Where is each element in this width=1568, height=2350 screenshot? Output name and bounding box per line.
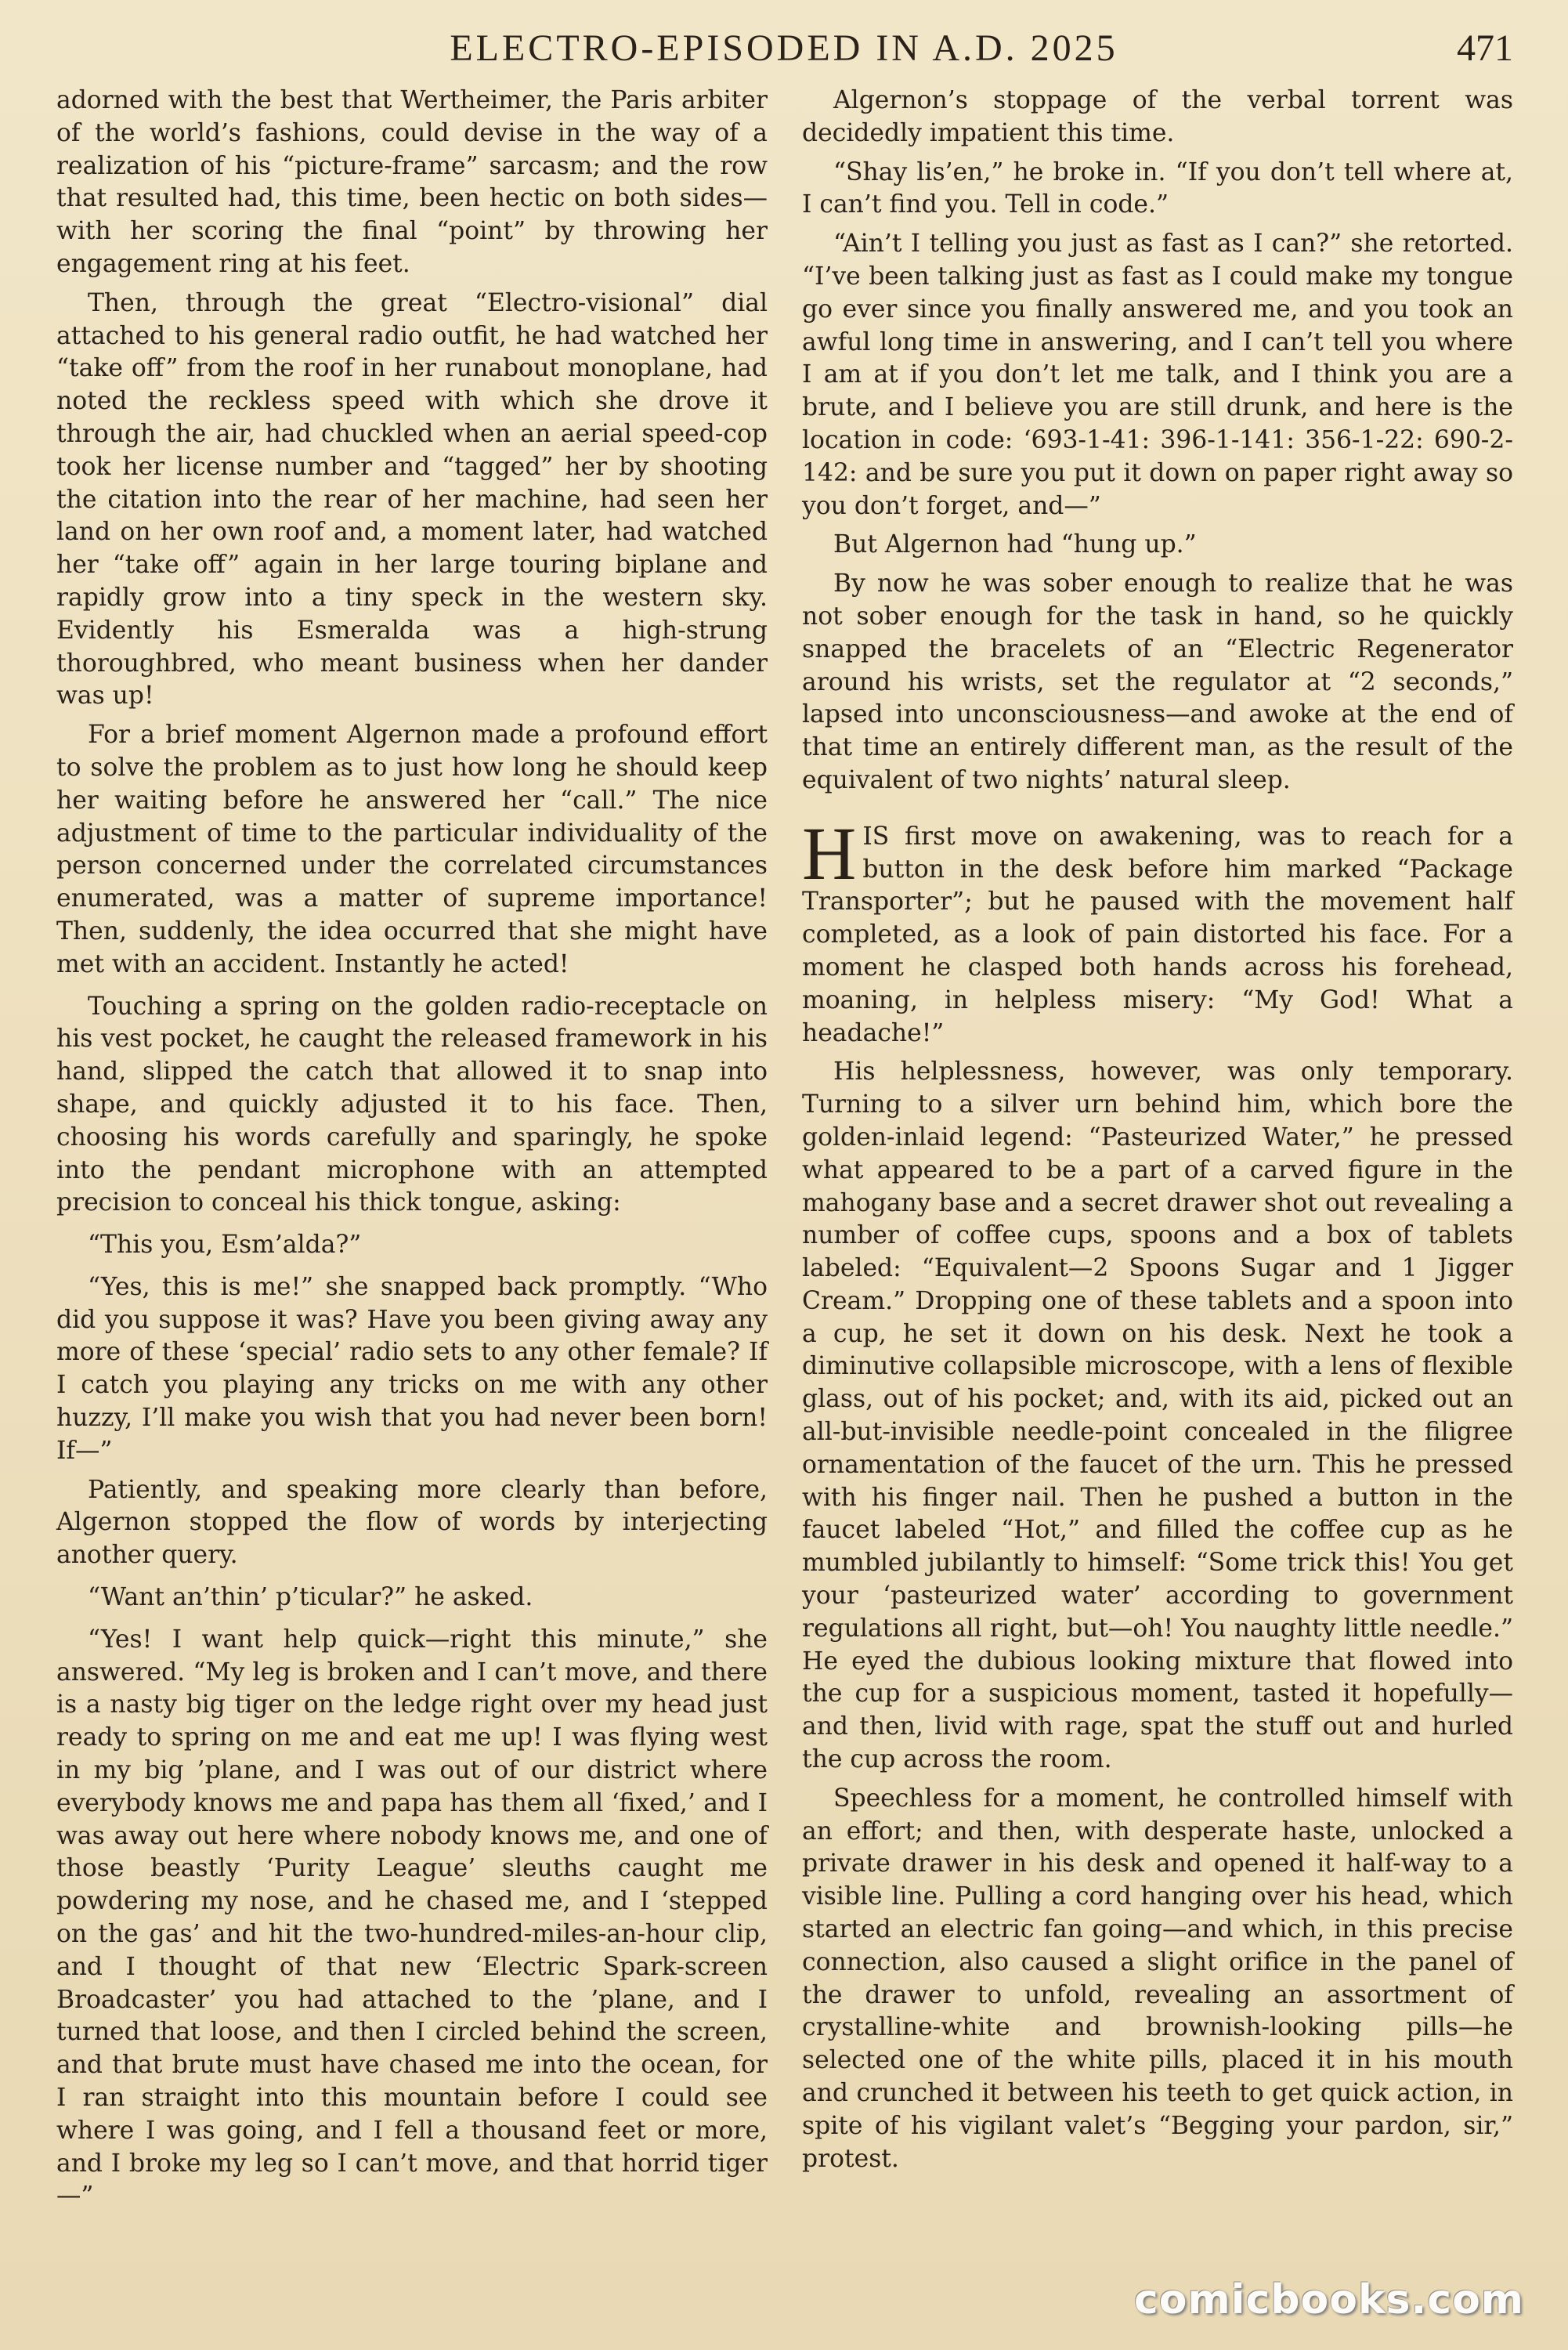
page-number: 471 bbox=[1457, 27, 1513, 69]
paragraph: Patiently, and speaking more clearly than before, Algernon stopped the flow of words by interjecting another query. bbox=[56, 1475, 768, 1570]
paragraph: By now he was sober enough to realize that he was not sober enough for the task in hand, so he quickly snapped the bracelets of an “Electric Regenerator around his wrists, set the regulator at “2 seconds,” lapsed into unconsciousness—and awoke at the end of that time an entirely different man, as the result of the equivalent of two nights’ natural sleep. bbox=[802, 569, 1513, 794]
paragraph: “Want an’thin’ p’ticular?” he asked. bbox=[88, 1583, 533, 1612]
running-header bbox=[55, 27, 1513, 81]
watermark-logo: comicbooks.com bbox=[1133, 2276, 1524, 2323]
drop-cap: H bbox=[802, 811, 857, 895]
right-column bbox=[802, 85, 1513, 2182]
paragraph: “This you, Esm’alda?” bbox=[88, 1231, 362, 1260]
paragraph: adorned with the best that Wertheimer, the Paris arbiter of the world’s fashions, could devise in the way of a realization of his “picture-frame” sarcasm; and the row that resulted had, this time, been hectic on both sides—with her scoring the final “point” by throwing her engagement ring at his feet. bbox=[56, 86, 768, 278]
paragraph: “Yes, this is me!” she snapped back promptly. “Who did you suppose it was? Have you been giving away any more of these ‘special’ radio sets to any other female? If I catch you playing any tricks on me with any other huzzy, I’ll make you wish that you had never been born! If—” bbox=[56, 1272, 768, 1465]
paragraph: Algernon’s stoppage of the verbal torrent was decidedly impatient this time. bbox=[802, 86, 1513, 147]
left-column bbox=[56, 85, 768, 2219]
paragraph: Touching a spring on the golden radio-receptacle on his vest pocket, he caught the released framework in his hand, slipped the catch that allowed it to snap into shape, and quickly adjusted it to his face. Then, choosing his words carefully and sparingly, he spoke into the pendant microphone with an attempted precision to conceal his thick tongue, asking: bbox=[56, 992, 768, 1217]
paragraph: Speechless for a moment, he controlled himself with an effort; and then, with desperate haste, unlocked a private drawer in his desk and opened it half-way to a visible line. Pulling a cord hanging over his head, which started an electric fan going—and which, in this precise connection, also caused a slight orifice in the panel of the drawer to unfold, revealing an assortment of crystalline-white and brownish-looking pills—he selected one of the white pills, placed it in his mouth and crunched it between his teeth to get quick action, in spite of his vigilant valet’s “Begging your pardon, sir,” protest. bbox=[802, 1784, 1513, 2173]
paragraph: “Yes! I want help quick—right this minute,” she answered. “My leg is broken and I can’t move, and there is a nasty big tiger on the ledge right over my head just ready to spring on me and eat me up! I was flying west in my big ’plane, and I was out of our district where everybody knows me and papa has them all ‘fixed,’ and I was away out here where nobody knows me, and one of those beastly ‘Purity League’ sleuths caught me powdering my nose, and he chased me, and I ‘stepped on the gas’ and hit the two-hundred-miles-an-hour clip, and I thought of that new ‘Electric Spark-screen Broadcaster’ you had attached to the ’plane, and I turned that loose, and then I circled behind the screen, and that brute must have chased me into the ocean, for I ran straight into this mountain before I could see where I was going, and I fell a thousand feet or more, and I broke my leg so I can’t move, and that horrid tiger—” bbox=[56, 1625, 768, 2211]
paragraph: His helplessness, however, was only temporary. Turning to a silver urn behind him, which bore the golden-inlaid legend: “Pasteurized Water,” he pressed what appeared to be a part of a carved figure in the mahogany base and a secret drawer shot out revealing a number of coffee cups, spoons and a box of tablets labeled: “Equivalent—2 Spoons Sugar and 1 Jigger Cream.” Dropping one of these tablets and a spoon into a cup, he set it down on his desk. Next he took a diminutive collapsible microscope, with a lens of flexible glass, out of his pocket; and, with its aid, picked out an all-but-invisible needle-point concealed in the filigree ornamentation of the faucet of the urn. This he pressed with his finger nail. Then he pushed a button in the faucet labeled “Hot,” and filled the coffee cup as he mumbled jubilantly to himself: “Some trick this! You get your ‘pasteurized water’ according to government regulations all right, but—oh! You naughty little needle.” He eyed the dubious looking mixture that flowed into the cup for a suspicious moment, tasted it hopefully—and then, livid with rage, spat the stuff out and hurled the cup across the room. bbox=[802, 1058, 1513, 1774]
paragraph: Then, through the great “Electro-visional” dial attached to his general radio outfit, he had watched her “take off” from the roof in her runabout monoplane, had noted the reckless speed with which she drove it through the air, had chuckled when an aerial speed-cop took her license number and “tagged” her by shooting the citation into the rear of her machine, had seen her land on her own roof and, a moment later, had watched her “take off” again in her large touring biplane and rapidly grow into a tiny speck in the western sky. Evidently his Esmeralda was a high-strung thoroughbred, who meant business when her dander was up! bbox=[56, 288, 768, 710]
paragraph: “Shay lis’en,” he broke in. “If you don’t tell where at, I can’t find you. Tell in code.” bbox=[802, 157, 1513, 219]
paragraph: For a brief moment Algernon made a profound effort to solve the problem as to just how long he should keep her waiting before he answered her “call.” The nice adjustment of time to the particular individuality of the person concerned under the correlated circumstances enumerated, was a matter of supreme importance! Then, suddenly, the idea occurred that she might have met with an accident. Instantly he acted! bbox=[56, 721, 768, 978]
new-section bbox=[802, 811, 1513, 2176]
section-opening-paragraph bbox=[802, 811, 1513, 1050]
opening-text: IS first move on awakening, was to reach for a button in the desk before him marked “Package Transporter”; but he paused with the movement half completed, as a look of pain distorted his face. For a moment he clasped both hands across his forehead, moaning, in helpless misery: “My God! What a headache!” bbox=[802, 822, 1513, 1047]
page-title: ELECTRO-EPISODED IN A.D. 2025 bbox=[450, 27, 1118, 69]
paragraph: But Algernon had “hung up.” bbox=[833, 530, 1197, 559]
paragraph: “Ain’t I telling you just as fast as I can?” she retorted. “I’ve been talking just as fast as I could make my tongue go ever since you finally answered me, and you took an awful long time in answering, and I can’t tell you where I am at if you don’t let me talk, and I think you are a brute, and I believe you are still drunk, and here is the location in code: ‘693-1-41: 396-1-141: 356-1-22: 690-2-142: and be sure you put it down on paper right away so you don’t forget, and—” bbox=[802, 230, 1513, 520]
